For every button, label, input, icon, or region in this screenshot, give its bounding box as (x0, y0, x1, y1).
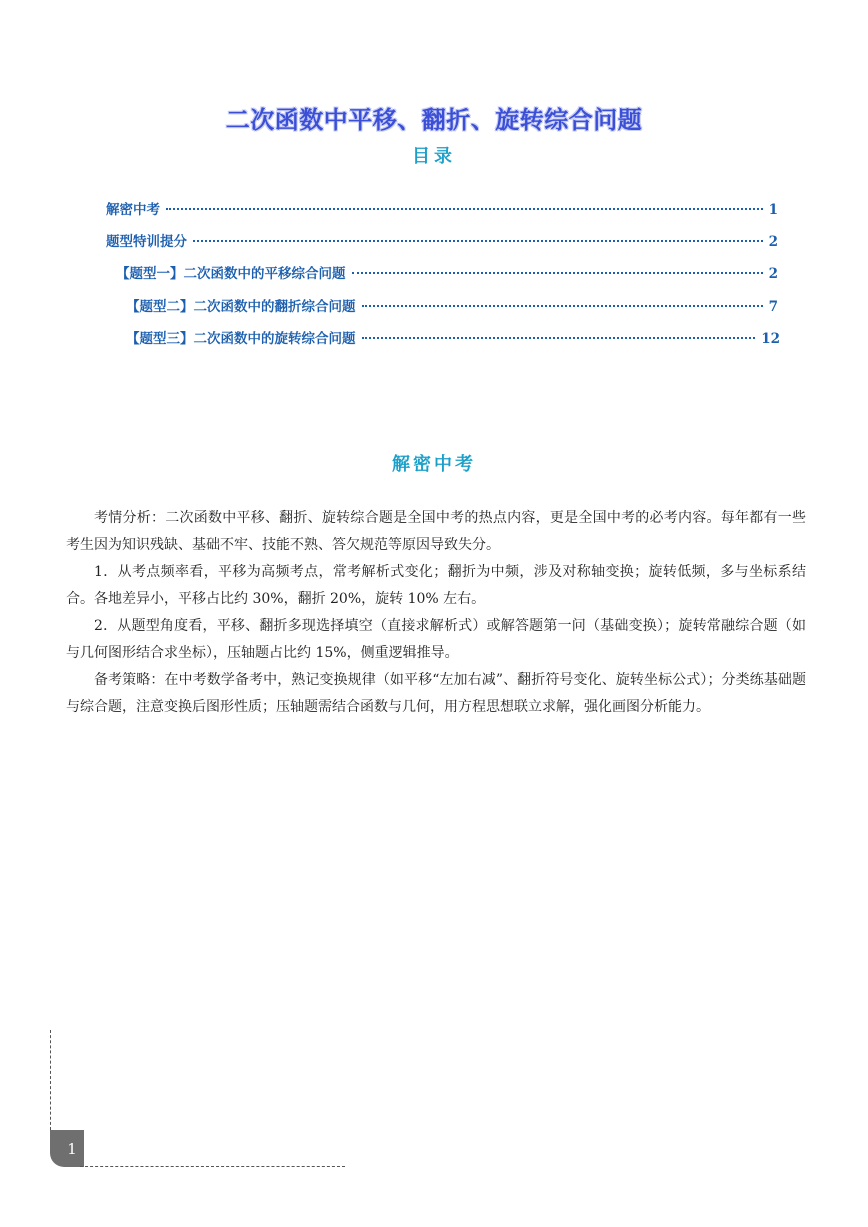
toc-leader-dots (352, 272, 763, 274)
body-paragraph: 1．从考点频率看，平移为高频考点，常考解析式变化；翻折为中频，涉及对称轴变换；旋转低频，多与坐标系结合。各地差异小，平移占比约 30%，翻折 20%，旋转 10% 左右。 (66, 564, 806, 607)
document-title: 二次函数中平移、翻折、旋转综合问题 (225, 106, 643, 134)
toc-leader-dots (362, 337, 756, 339)
body-paragraph: 2．从题型角度看，平移、翻折多现选择填空（直接求解析式）或解答题第一问（基础变换）；旋转常融综合题（如与几何图形结合求坐标），压轴题占比约 15%，侧重逻辑推导。 (66, 618, 806, 661)
toc-entry-page: 1 (768, 202, 778, 218)
section-body (66, 505, 806, 721)
toc-entry-page: 2 (768, 266, 778, 282)
toc-entry-label: 题型特训提分 (106, 234, 187, 250)
page-number: 1 (67, 1140, 77, 1158)
toc-entry[interactable] (126, 327, 780, 347)
toc-entry-label: 【题型二】二次函数中的翻折综合问题 (126, 299, 356, 315)
dashed-border-horizontal (80, 1166, 345, 1167)
toc-entry-label: 【题型三】二次函数中的旋转综合问题 (126, 331, 356, 347)
toc-entry-page: 12 (761, 331, 780, 347)
toc-entry[interactable] (106, 198, 778, 218)
toc-entry-label: 解密中考 (106, 202, 160, 218)
toc-entry-page: 7 (768, 299, 778, 315)
section-heading: 解密中考 (392, 454, 476, 475)
page-corner-decoration (50, 1030, 350, 1167)
toc-entry-label: 【题型一】二次函数中的平移综合问题 (116, 266, 346, 282)
toc-leader-dots (362, 305, 763, 307)
toc-entry[interactable] (116, 262, 778, 282)
toc-leader-dots (166, 208, 763, 210)
body-paragraph: 备考策略：在中考数学备考中，熟记变换规律（如平移“左加右减”、翻折符号变化、旋转坐标公式）；分类练基础题与综合题，注意变换后图形性质；压轴题需结合函数与几何，用方程思想联立求解，强化画图分析能力。 (66, 672, 806, 715)
toc-leader-dots (193, 240, 763, 242)
toc-entry-page: 2 (768, 234, 778, 250)
body-paragraph: 考情分析：二次函数中平移、翻折、旋转综合题是全国中考的热点内容，更是全国中考的必考内容。每年都有一些考生因为知识残缺、基础不牢、技能不熟、答欠规范等原因导致失分。 (66, 510, 806, 553)
toc-entry[interactable] (106, 230, 778, 250)
toc-heading: 目录 (412, 146, 456, 167)
toc-entry[interactable] (126, 295, 778, 315)
dashed-border-vertical (50, 1030, 51, 1130)
